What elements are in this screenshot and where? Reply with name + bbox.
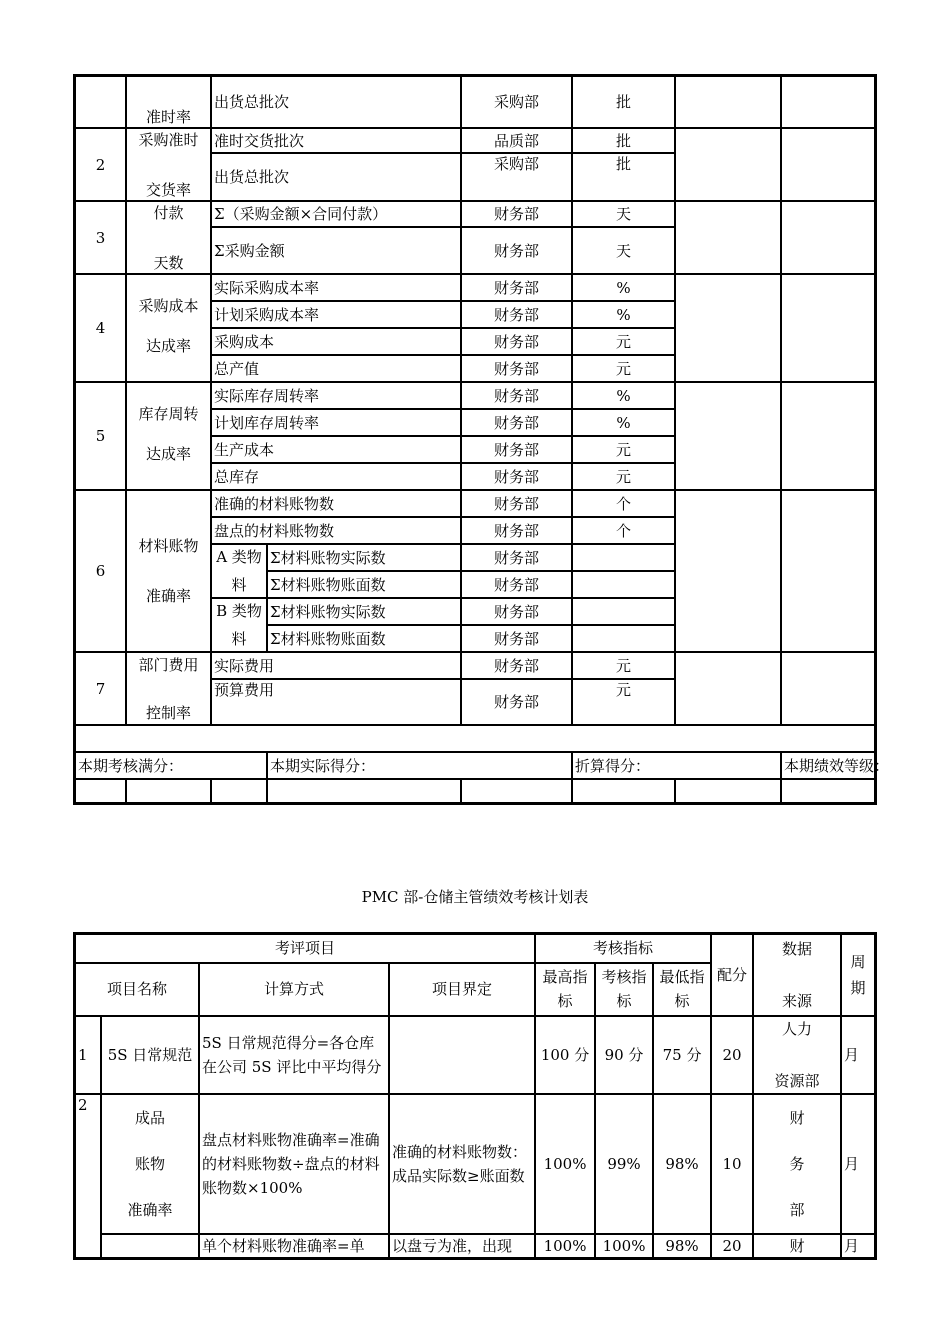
item-number: 6: [75, 490, 126, 652]
score-cell: [126, 779, 211, 803]
cell: [781, 76, 875, 128]
item-name: [101, 1234, 199, 1258]
item-name-top: 采购成本: [138, 297, 199, 315]
cell: [675, 274, 781, 382]
period: 月: [841, 1234, 875, 1258]
actual-score-label: 本期实际得分：: [267, 752, 572, 779]
item-name-bottom: 准确率: [145, 587, 191, 605]
data-source: 财务部: [461, 382, 572, 409]
data-source: 财务部: [461, 355, 572, 382]
calc-method: 准确的材料账物数: [211, 490, 461, 517]
min-header-top: 最低指: [659, 968, 705, 987]
unit: 批: [572, 76, 675, 128]
data-source: 财务部: [461, 679, 572, 725]
table-title: PMC 部-仓储主管绩效考核计划表: [361, 888, 589, 906]
max-header-top: 最高指: [542, 968, 588, 987]
item-scope-header: 项目界定: [389, 963, 535, 1016]
item-number: 7: [75, 652, 126, 725]
source-header-bottom: 来源: [782, 992, 813, 1010]
data-source: 财务部: [461, 301, 572, 328]
item-name-bottom: 控制率: [145, 703, 191, 722]
score: 10: [711, 1094, 753, 1234]
calc-method: 5S 日常规范得分=各仓库在公司 5S 评比中平均得分: [199, 1016, 389, 1094]
item-name-top: 采购准时: [138, 130, 199, 149]
calc-method: 采购成本: [211, 328, 461, 355]
data-source: 财务部: [461, 201, 572, 227]
indicators-header: 考核指标: [535, 934, 711, 963]
item-scope: 以盘亏为准，出现: [389, 1234, 535, 1258]
unit: 元: [572, 328, 675, 355]
calc-method: 生产成本: [211, 436, 461, 463]
source-l1: 财: [789, 1109, 805, 1127]
data-source: 财务部: [461, 571, 572, 598]
cell: [781, 201, 875, 274]
item-name-top: 材料账物: [138, 537, 199, 555]
period-header-bottom: 期: [850, 979, 866, 997]
class-a-label-bottom: 料: [231, 576, 247, 594]
data-source: 财务部: [461, 652, 572, 679]
calc-method: Σ材料账物实际数: [267, 544, 461, 571]
unit: 个: [572, 490, 675, 517]
unit: 元: [572, 436, 675, 463]
max-indicator: 100%: [535, 1234, 595, 1258]
item-scope: 准确的材料账物数：成品实际数≥账面数: [389, 1094, 535, 1234]
item-number: 5: [75, 382, 126, 490]
item-name-l1: 成品: [134, 1109, 165, 1127]
period: 月: [841, 1016, 875, 1094]
cell: [675, 382, 781, 490]
item-name-bottom: 达成率: [145, 337, 191, 355]
source-bottom: 资源部: [774, 1072, 820, 1090]
target-header-top: 考核指: [601, 968, 647, 987]
calc-method: 盘点材料账物准确率=准确的材料账物数÷盘点的材料账物数×100%: [199, 1094, 389, 1234]
data-source: 财: [753, 1234, 841, 1258]
score-cell: [75, 779, 126, 803]
warehouse-supervisor-kpi-table: [73, 932, 877, 1260]
score-cell: [267, 779, 461, 803]
item-name-header: 项目名称: [75, 963, 199, 1016]
target-indicator: 99%: [595, 1094, 653, 1234]
source-l3: 部: [789, 1201, 805, 1219]
unit: [572, 544, 675, 571]
data-source: 财务部: [461, 625, 572, 652]
calc-method: 准时交货批次: [211, 128, 461, 153]
cell: [781, 128, 875, 201]
calc-method-header: 计算方式: [199, 963, 389, 1016]
unit: 批: [572, 128, 675, 153]
unit: [572, 625, 675, 652]
item-name-bottom: 交货率: [145, 180, 191, 199]
cell: [75, 76, 126, 128]
data-source: 财务部: [461, 490, 572, 517]
data-source: 财务部: [461, 463, 572, 490]
data-source: 财务部: [461, 436, 572, 463]
item-number: 2: [75, 128, 126, 201]
score: 20: [711, 1016, 753, 1094]
cell: [781, 274, 875, 382]
item-name-bottom: 天数: [153, 253, 184, 272]
eval-items-header: 考评项目: [75, 934, 535, 963]
max-indicator: 100%: [535, 1094, 595, 1234]
class-b-label-top: B 类物: [216, 602, 262, 620]
score-cell: [461, 779, 572, 803]
calc-method: 总库存: [211, 463, 461, 490]
data-source: 财务部: [461, 274, 572, 301]
calc-method: Σ采购金额: [211, 227, 461, 274]
item-number: 4: [75, 274, 126, 382]
min-header-bottom: 标: [674, 992, 690, 1011]
unit: [572, 598, 675, 625]
data-source: 财务部: [461, 517, 572, 544]
cell: [781, 490, 875, 652]
score-cell: [211, 779, 267, 803]
row-number: 1: [75, 1016, 101, 1094]
cell: [675, 76, 781, 128]
cell: [675, 490, 781, 652]
grade-label: 本期绩效等级：: [781, 752, 875, 779]
source-top: 人力: [782, 1020, 813, 1038]
calc-method: Σ材料账物账面数: [267, 571, 461, 598]
calc-method: 预算费用: [211, 679, 461, 725]
min-indicator: 98%: [653, 1234, 711, 1258]
unit: %: [572, 274, 675, 301]
data-source: 财务部: [461, 598, 572, 625]
min-indicator: 98%: [653, 1094, 711, 1234]
calc-method: Σ（采购金额×合同付款）: [211, 201, 461, 227]
min-indicator: 75 分: [653, 1016, 711, 1094]
source-l2: 务: [789, 1155, 805, 1173]
calc-method: 实际费用: [211, 652, 461, 679]
calc-method: 出货总批次: [211, 153, 461, 201]
target-indicator: 90 分: [595, 1016, 653, 1094]
unit: [572, 571, 675, 598]
unit: %: [572, 382, 675, 409]
cell: [781, 382, 875, 490]
calc-method: Σ材料账物账面数: [267, 625, 461, 652]
score-header: 配分: [711, 934, 753, 1016]
unit: 元: [572, 355, 675, 382]
calc-method: Σ材料账物实际数: [267, 598, 461, 625]
data-source: 财务部: [461, 227, 572, 274]
cell: [781, 652, 875, 725]
score-cell: [675, 779, 781, 803]
item-name-top: 部门费用: [138, 655, 199, 674]
unit: %: [572, 301, 675, 328]
item-name-l3: 准确率: [127, 1201, 173, 1219]
cell: [675, 128, 781, 201]
max-indicator: 100 分: [535, 1016, 595, 1094]
converted-score-label: 折算得分：: [572, 752, 781, 779]
class-b-label-bottom: 料: [231, 630, 247, 648]
unit: 天: [572, 227, 675, 274]
data-source: 财务部: [461, 544, 572, 571]
calc-method: 计划库存周转率: [211, 409, 461, 436]
score-cell: [781, 779, 875, 803]
cell: [675, 652, 781, 725]
calc-method: 盘点的材料账物数: [211, 517, 461, 544]
period: 月: [841, 1094, 875, 1234]
cell: [675, 201, 781, 274]
score-cell: [572, 779, 675, 803]
calc-method: 实际采购成本率: [211, 274, 461, 301]
period-header-top: 周: [850, 953, 866, 971]
item-number: 3: [75, 201, 126, 274]
item-name-l2: 账物: [134, 1155, 165, 1173]
data-source: 财务部: [461, 328, 572, 355]
row-number: 2: [75, 1094, 101, 1258]
target-header-bottom: 标: [616, 992, 632, 1011]
unit: 元: [572, 679, 675, 725]
calc-method: 计划采购成本率: [211, 301, 461, 328]
item-name-top: 付款: [153, 203, 184, 222]
unit: 天: [572, 201, 675, 227]
source-header-top: 数据: [782, 940, 813, 958]
max-header-bottom: 标: [557, 992, 573, 1011]
data-source: 财务部: [461, 409, 572, 436]
item-name: 5S 日常规范: [101, 1016, 199, 1094]
item-name-bottom: 达成率: [145, 445, 191, 463]
unit: 批: [572, 153, 675, 201]
blank-row: [75, 725, 875, 752]
calc-method: 出货总批次: [211, 76, 461, 128]
unit: 个: [572, 517, 675, 544]
target-indicator: 100%: [595, 1234, 653, 1258]
data-source: 采购部: [461, 153, 572, 201]
unit: 元: [572, 463, 675, 490]
unit: 元: [572, 652, 675, 679]
purchasing-kpi-table: [73, 74, 890, 805]
item-name-top: 库存周转: [138, 405, 199, 423]
score: 20: [711, 1234, 753, 1258]
calc-method: 单个材料账物准确率=单: [199, 1234, 389, 1258]
item-name: 准时率: [126, 76, 211, 128]
calc-method: 总产值: [211, 355, 461, 382]
data-source: 品质部: [461, 128, 572, 153]
calc-method: 实际库存周转率: [211, 382, 461, 409]
unit: %: [572, 409, 675, 436]
class-a-label-top: A 类物: [216, 548, 262, 566]
data-source: 采购部: [461, 76, 572, 128]
full-score-label: 本期考核满分：: [75, 752, 267, 779]
item-scope: [389, 1016, 535, 1094]
